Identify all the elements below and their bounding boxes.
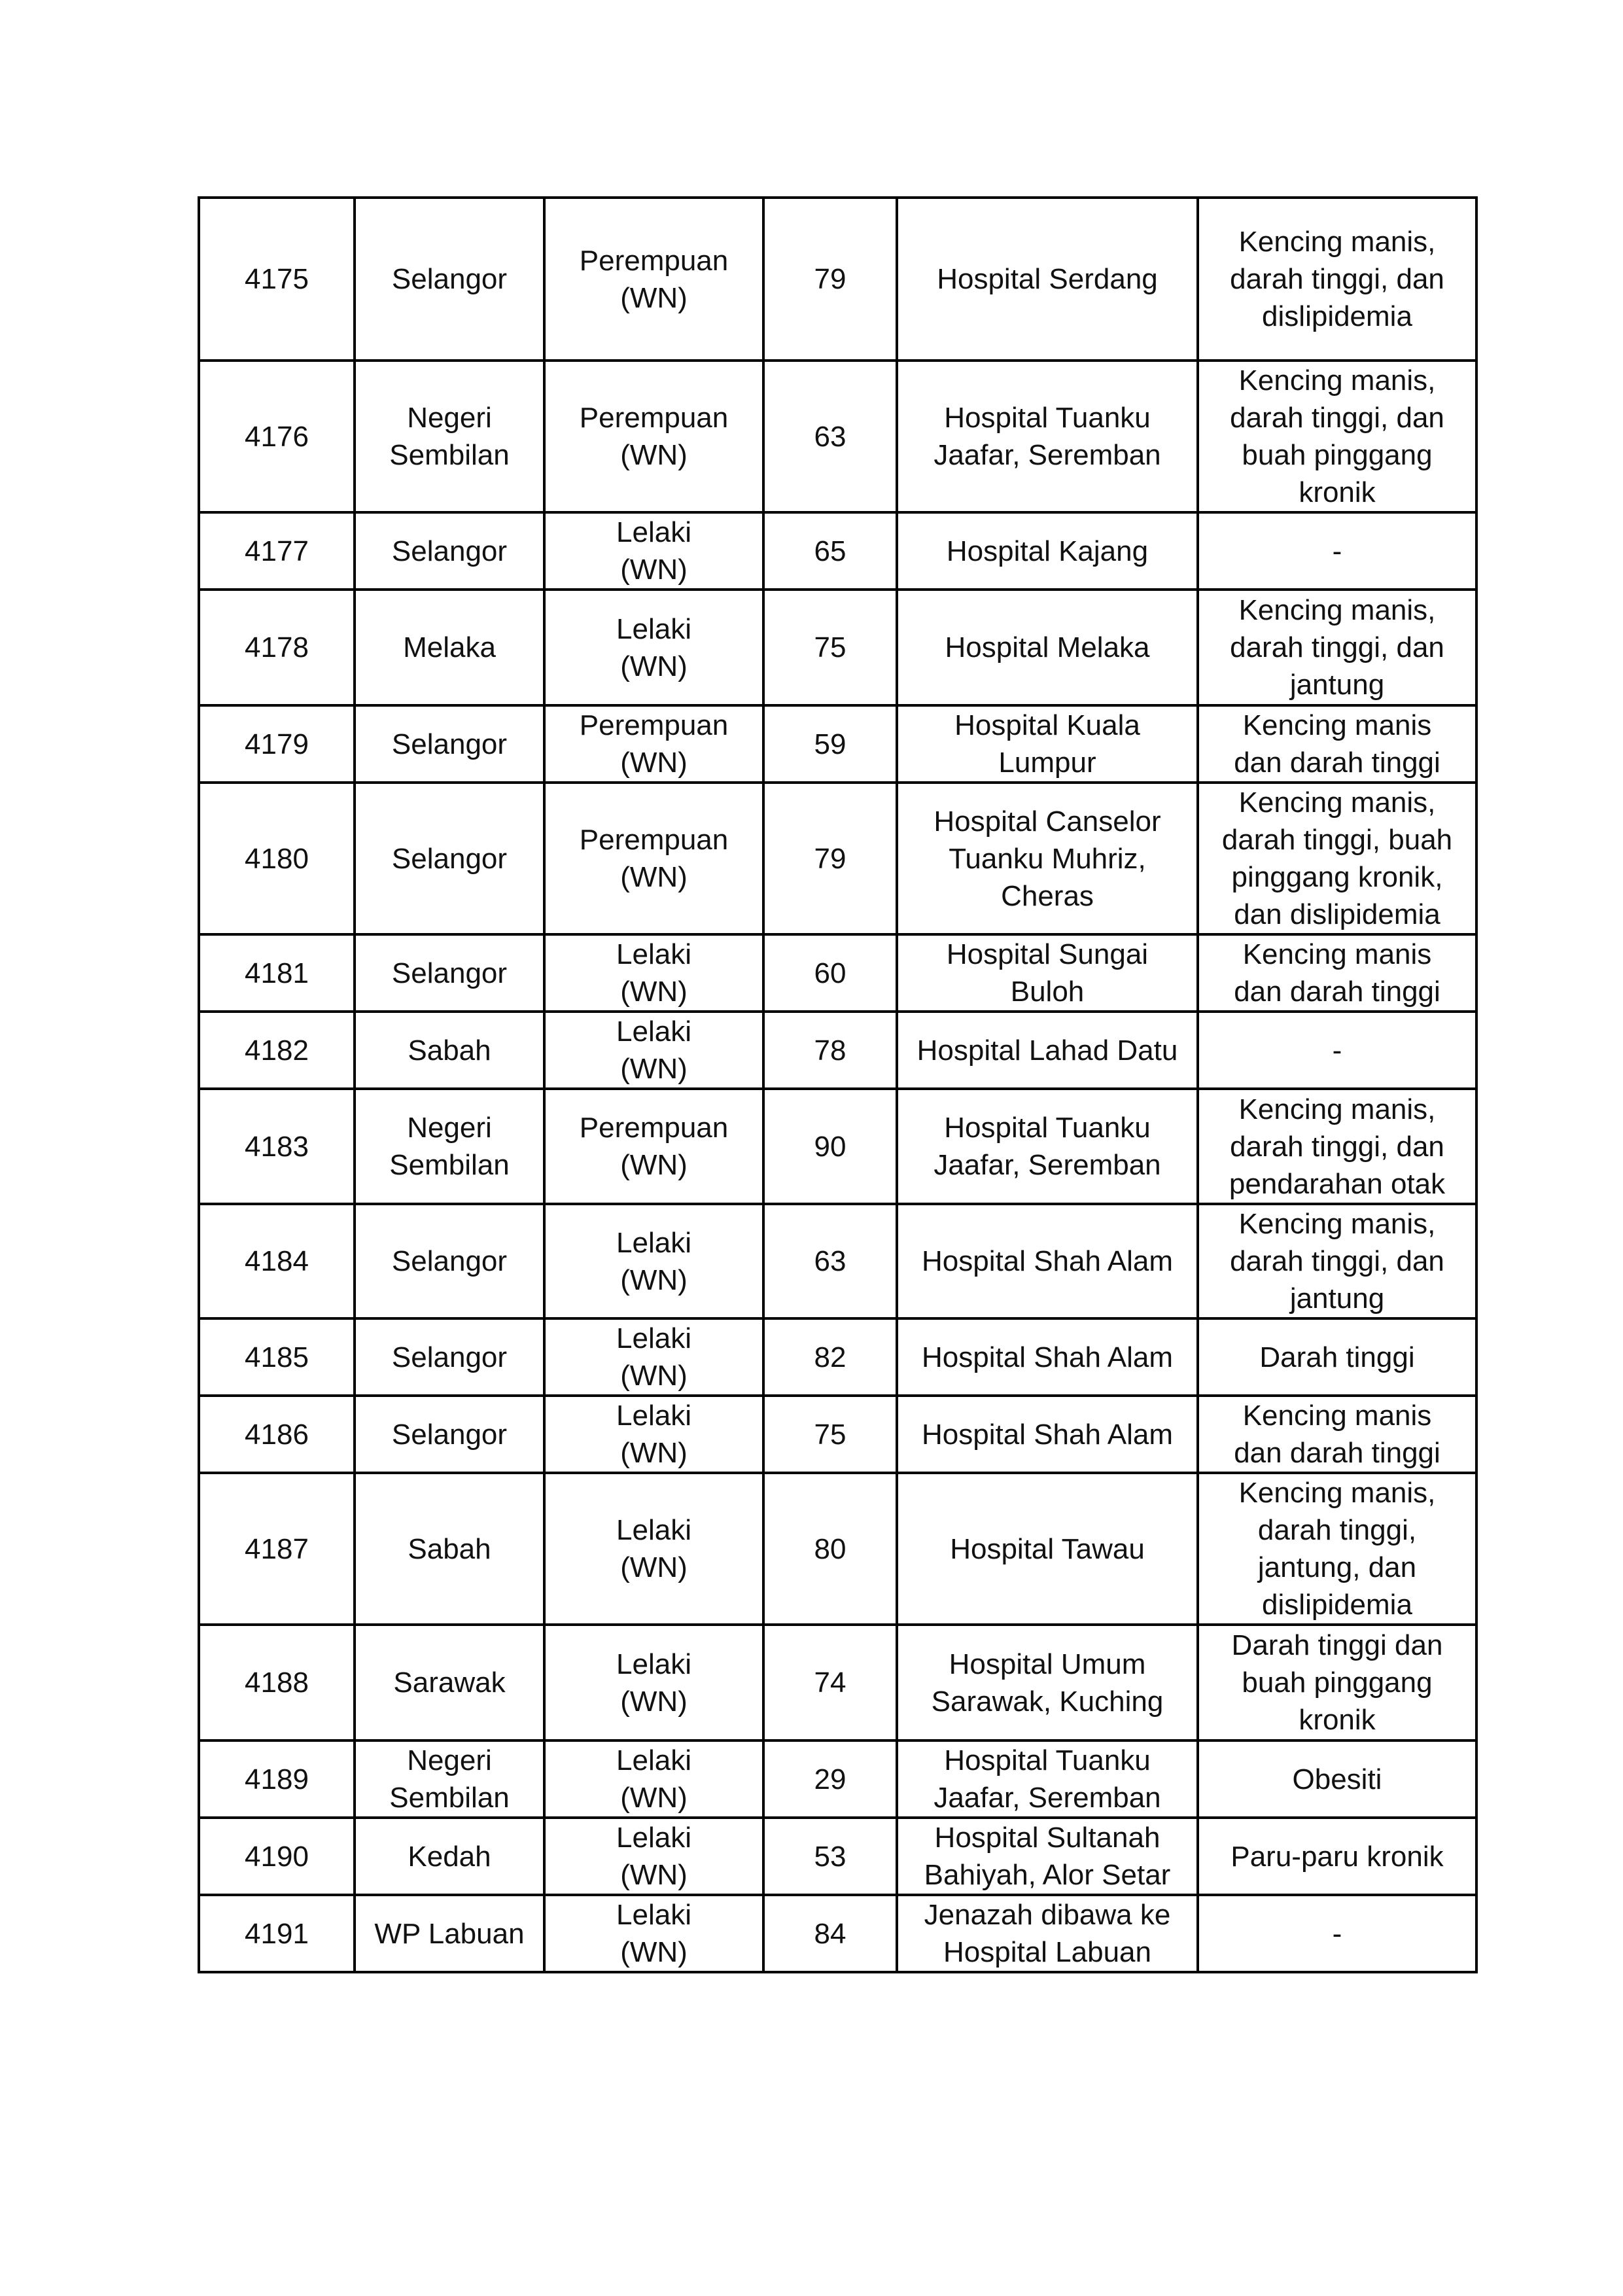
- gender-cell: [544, 512, 763, 590]
- hospital-cell: [897, 512, 1198, 590]
- cell-line: darah tinggi, dan: [1230, 1245, 1444, 1277]
- cell-line: darah tinggi, dan: [1230, 631, 1444, 663]
- table-row: [199, 1740, 1476, 1818]
- cell-line: kronik: [1299, 1704, 1376, 1736]
- cell-line: Kencing manis,: [1238, 786, 1436, 819]
- comorbidity-cell: [1198, 512, 1476, 590]
- cell-line: dislipidemia: [1262, 300, 1412, 332]
- age-cell: 80: [763, 1473, 897, 1625]
- state-cell: Sabah: [355, 1473, 544, 1625]
- table-row: [199, 1396, 1476, 1473]
- comorbidity-cell: [1198, 1204, 1476, 1318]
- cell-line: (WN): [620, 1936, 688, 1968]
- age-cell: 74: [763, 1625, 897, 1740]
- state-cell: Selangor: [355, 198, 544, 361]
- cell-line: (WN): [620, 976, 688, 1008]
- comorbidity-cell: [1198, 934, 1476, 1012]
- gender-cell: [544, 934, 763, 1012]
- gender-cell: [544, 1089, 763, 1204]
- case-number-cell: 4179: [199, 705, 355, 783]
- hospital-cell: [897, 1089, 1198, 1204]
- cell-line: jantung: [1289, 669, 1385, 701]
- comorbidity-cell: [1198, 1089, 1476, 1204]
- cell-line: Perempuan: [579, 244, 729, 277]
- cell-line: Darah tinggi dan: [1231, 1629, 1443, 1661]
- table-row: [199, 1473, 1476, 1625]
- cell-line: Hospital Kuala: [954, 709, 1140, 741]
- cell-line: kronik: [1299, 476, 1376, 508]
- state-cell: WP Labuan: [355, 1895, 544, 1972]
- cell-line: Lelaki: [616, 1648, 691, 1680]
- state-cell: Sarawak: [355, 1625, 544, 1740]
- age-cell: 75: [763, 1396, 897, 1473]
- cell-line: Hospital Tuanku: [944, 402, 1151, 434]
- case-number-cell: 4180: [199, 783, 355, 934]
- cell-line: Lelaki: [616, 612, 691, 645]
- comorbidity-cell: [1198, 1396, 1476, 1473]
- hospital-cell: [897, 361, 1198, 512]
- cell-line: Hospital Shah Alam: [922, 1418, 1173, 1451]
- cell-line: Kencing manis,: [1238, 1477, 1436, 1509]
- cell-line: -: [1332, 1034, 1342, 1067]
- cell-line: (WN): [620, 1263, 688, 1296]
- hospital-cell: [897, 1740, 1198, 1818]
- cell-line: Lumpur: [998, 747, 1096, 779]
- case-number-cell: 4177: [199, 512, 355, 590]
- gender-cell: [544, 705, 763, 783]
- state-cell: Negeri Sembilan: [355, 361, 544, 512]
- age-cell: 90: [763, 1089, 897, 1204]
- gender-cell: [544, 1818, 763, 1895]
- age-cell: 60: [763, 934, 897, 1012]
- cell-line: dan dislipidemia: [1234, 898, 1440, 930]
- cell-line: Darah tinggi: [1259, 1341, 1415, 1373]
- table-row: [199, 1204, 1476, 1318]
- gender-cell: [544, 1318, 763, 1396]
- cell-line: Kencing manis,: [1238, 364, 1436, 397]
- state-cell: Kedah: [355, 1818, 544, 1895]
- comorbidity-cell: [1198, 198, 1476, 361]
- age-cell: 78: [763, 1012, 897, 1089]
- age-cell: 84: [763, 1895, 897, 1972]
- cell-line: Kencing manis,: [1238, 594, 1436, 626]
- case-number-cell: 4189: [199, 1740, 355, 1818]
- cell-line: jantung: [1289, 1282, 1385, 1315]
- table-row: [199, 512, 1476, 590]
- age-cell: 75: [763, 590, 897, 705]
- case-number-cell: 4186: [199, 1396, 355, 1473]
- age-cell: 63: [763, 361, 897, 512]
- cell-line: (WN): [620, 747, 688, 779]
- hospital-cell: [897, 934, 1198, 1012]
- case-number-cell: 4181: [199, 934, 355, 1012]
- cell-line: Jaafar, Seremban: [934, 1149, 1161, 1181]
- hospital-cell: [897, 1473, 1198, 1625]
- comorbidity-cell: [1198, 1625, 1476, 1740]
- cell-line: Sarawak, Kuching: [931, 1685, 1164, 1718]
- table-row: [199, 1625, 1476, 1740]
- cell-line: darah tinggi, dan: [1230, 402, 1444, 434]
- cell-line: Kencing manis,: [1238, 1093, 1436, 1125]
- age-cell: 63: [763, 1204, 897, 1318]
- cell-line: -: [1332, 535, 1342, 567]
- case-number-cell: 4184: [199, 1204, 355, 1318]
- cell-line: Hospital Umum: [949, 1648, 1146, 1680]
- case-number-cell: 4187: [199, 1473, 355, 1625]
- cell-line: -: [1332, 1917, 1342, 1950]
- cell-line: Tuanku Muhriz,: [949, 842, 1146, 875]
- table-row: [199, 198, 1476, 361]
- table-row: [199, 705, 1476, 783]
- case-number-cell: 4175: [199, 198, 355, 361]
- cell-line: (WN): [620, 1551, 688, 1583]
- cell-line: Lelaki: [616, 1822, 691, 1854]
- hospital-cell: [897, 198, 1198, 361]
- case-number-cell: 4183: [199, 1089, 355, 1204]
- cell-line: Kencing manis,: [1238, 226, 1436, 258]
- cell-line: Cheras: [1001, 879, 1094, 912]
- cell-line: Hospital Kajang: [946, 535, 1149, 567]
- table-body: [199, 198, 1476, 1972]
- cell-line: darah tinggi, dan: [1230, 1130, 1444, 1163]
- cell-line: pinggang kronik,: [1231, 861, 1443, 893]
- hospital-cell: [897, 1012, 1198, 1089]
- cell-line: Perempuan: [579, 1112, 729, 1144]
- cell-line: dan darah tinggi: [1234, 1437, 1440, 1469]
- hospital-cell: [897, 1895, 1198, 1972]
- cell-line: Hospital Shah Alam: [922, 1245, 1173, 1277]
- cell-line: Lelaki: [616, 1744, 691, 1776]
- comorbidity-cell: [1198, 590, 1476, 705]
- table-row: [199, 1012, 1476, 1089]
- gender-cell: [544, 1473, 763, 1625]
- age-cell: 79: [763, 783, 897, 934]
- comorbidity-cell: [1198, 1473, 1476, 1625]
- cell-line: Hospital Lahad Datu: [916, 1034, 1178, 1067]
- cell-line: Lelaki: [616, 1322, 691, 1354]
- state-cell: Melaka: [355, 590, 544, 705]
- cell-line: (WN): [620, 1685, 688, 1718]
- cell-line: Jenazah dibawa ke: [924, 1899, 1171, 1931]
- age-cell: 53: [763, 1818, 897, 1895]
- state-cell: Negeri Sembilan: [355, 1089, 544, 1204]
- cell-line: Lelaki: [616, 1899, 691, 1931]
- hospital-cell: [897, 1396, 1198, 1473]
- case-number-cell: 4176: [199, 361, 355, 512]
- cell-line: dislipidemia: [1262, 1589, 1412, 1621]
- cell-line: Hospital Sultanah: [934, 1822, 1161, 1854]
- table-row: [199, 361, 1476, 512]
- cell-line: Bahiyah, Alor Setar: [924, 1859, 1171, 1891]
- gender-cell: [544, 1740, 763, 1818]
- gender-cell: [544, 1012, 763, 1089]
- cell-line: jantung, dan: [1257, 1551, 1417, 1583]
- comorbidity-cell: [1198, 1740, 1476, 1818]
- cell-line: Hospital Tuanku: [944, 1744, 1151, 1776]
- comorbidity-cell: [1198, 1318, 1476, 1396]
- cell-line: Hospital Melaka: [945, 631, 1150, 663]
- state-cell: Selangor: [355, 705, 544, 783]
- cell-line: Buloh: [1010, 976, 1085, 1008]
- gender-cell: [544, 198, 763, 361]
- cell-line: Kencing manis: [1242, 709, 1432, 741]
- cell-line: (WN): [620, 1782, 688, 1814]
- table-row: [199, 1318, 1476, 1396]
- gender-cell: [544, 1625, 763, 1740]
- state-cell: Selangor: [355, 1204, 544, 1318]
- gender-cell: [544, 361, 763, 512]
- hospital-cell: [897, 1204, 1198, 1318]
- comorbidity-cell: [1198, 705, 1476, 783]
- table-row: [199, 1089, 1476, 1204]
- gender-cell: [544, 1204, 763, 1318]
- table-row: [199, 783, 1476, 934]
- comorbidity-cell: [1198, 1818, 1476, 1895]
- case-number-cell: 4185: [199, 1318, 355, 1396]
- cell-line: Kencing manis,: [1238, 1208, 1436, 1240]
- state-cell: Selangor: [355, 512, 544, 590]
- hospital-cell: [897, 705, 1198, 783]
- hospital-cell: [897, 1625, 1198, 1740]
- comorbidity-cell: [1198, 361, 1476, 512]
- cell-line: Kencing manis: [1242, 1400, 1432, 1432]
- cell-line: dan darah tinggi: [1234, 747, 1440, 779]
- cell-line: buah pinggang: [1242, 439, 1433, 471]
- age-cell: 65: [763, 512, 897, 590]
- state-cell: Selangor: [355, 1318, 544, 1396]
- cell-line: buah pinggang: [1242, 1667, 1433, 1699]
- cell-line: darah tinggi, buah: [1221, 824, 1453, 856]
- state-cell: Negeri Sembilan: [355, 1740, 544, 1818]
- cell-line: (WN): [620, 281, 688, 314]
- cell-line: Lelaki: [616, 1400, 691, 1432]
- age-cell: 82: [763, 1318, 897, 1396]
- state-cell: Selangor: [355, 934, 544, 1012]
- gender-cell: [544, 590, 763, 705]
- state-cell: Selangor: [355, 1396, 544, 1473]
- cell-line: (WN): [620, 650, 688, 682]
- gender-cell: [544, 1895, 763, 1972]
- cell-line: (WN): [620, 439, 688, 471]
- cell-line: Hospital Tuanku: [944, 1112, 1151, 1144]
- age-cell: 29: [763, 1740, 897, 1818]
- table-row: [199, 1895, 1476, 1972]
- hospital-cell: [897, 1318, 1198, 1396]
- cell-line: (WN): [620, 1360, 688, 1392]
- cell-line: dan darah tinggi: [1234, 976, 1440, 1008]
- cell-line: (WN): [620, 1437, 688, 1469]
- age-cell: 59: [763, 705, 897, 783]
- state-cell: Sabah: [355, 1012, 544, 1089]
- cell-line: (WN): [620, 1859, 688, 1891]
- cell-line: Hospital Serdang: [937, 263, 1158, 295]
- state-cell: Selangor: [355, 783, 544, 934]
- cell-line: Lelaki: [616, 938, 691, 970]
- cell-line: Perempuan: [579, 709, 729, 741]
- hospital-cell: [897, 783, 1198, 934]
- cell-line: Hospital Shah Alam: [922, 1341, 1173, 1373]
- cell-line: Perempuan: [579, 402, 729, 434]
- comorbidity-cell: [1198, 1012, 1476, 1089]
- cell-line: Jaafar, Seremban: [934, 439, 1161, 471]
- hospital-cell: [897, 1818, 1198, 1895]
- cell-line: darah tinggi,: [1257, 1514, 1417, 1546]
- case-number-cell: 4178: [199, 590, 355, 705]
- comorbidity-cell: [1198, 1895, 1476, 1972]
- cell-line: Hospital Tawau: [950, 1532, 1145, 1565]
- cell-line: Kencing manis: [1242, 938, 1432, 970]
- cell-line: pendarahan otak: [1229, 1167, 1446, 1200]
- cell-line: (WN): [620, 1053, 688, 1085]
- cell-line: Lelaki: [616, 1226, 691, 1259]
- case-number-cell: 4190: [199, 1818, 355, 1895]
- case-number-cell: 4182: [199, 1012, 355, 1089]
- cell-line: Perempuan: [579, 824, 729, 856]
- gender-cell: [544, 783, 763, 934]
- cell-line: Jaafar, Seremban: [934, 1782, 1161, 1814]
- cell-line: Hospital Labuan: [943, 1936, 1151, 1968]
- cell-line: Lelaki: [616, 516, 691, 548]
- cell-line: (WN): [620, 861, 688, 893]
- gender-cell: [544, 1396, 763, 1473]
- table-row: [199, 590, 1476, 705]
- case-table: [198, 196, 1478, 1973]
- cell-line: (WN): [620, 1149, 688, 1181]
- hospital-cell: [897, 590, 1198, 705]
- table-row: [199, 1818, 1476, 1895]
- case-number-cell: 4188: [199, 1625, 355, 1740]
- cell-line: (WN): [620, 554, 688, 586]
- cell-line: Lelaki: [616, 1514, 691, 1546]
- cell-line: Lelaki: [616, 1016, 691, 1048]
- table-row: [199, 934, 1476, 1012]
- cell-line: Obesiti: [1292, 1763, 1382, 1795]
- cell-line: Paru-paru kronik: [1230, 1840, 1444, 1873]
- comorbidity-cell: [1198, 783, 1476, 934]
- cell-line: Hospital Sungai: [946, 938, 1149, 970]
- age-cell: 79: [763, 198, 897, 361]
- cell-line: Hospital Canselor: [934, 805, 1161, 838]
- cell-line: darah tinggi, dan: [1230, 263, 1444, 295]
- case-number-cell: 4191: [199, 1895, 355, 1972]
